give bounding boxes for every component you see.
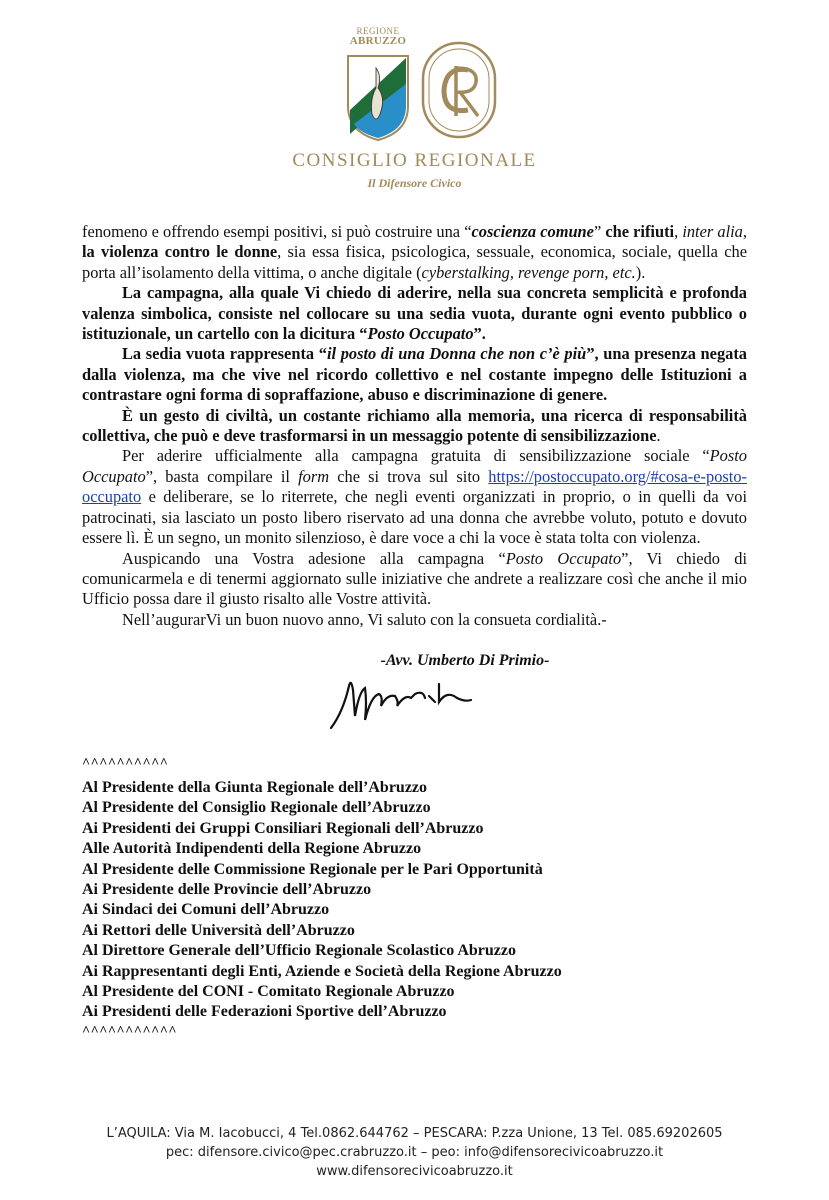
recipient-item: Al Presidente della Giunta Regionale dell’Abruzzo [82, 779, 428, 796]
recipient-item: Ai Rappresentanti degli Enti, Aziende e Società della Regione Abruzzo [82, 962, 562, 980]
text-run: il posto di una Donna che non c’è più [326, 344, 587, 364]
footer-addresses: L’AQUILA: Via M. Iacobucci, 4 Tel.0862.644762 – PESCARA: P.zza Unione, 13 Tel. 085.69202605 [106, 1126, 723, 1141]
text-run: , sia essa fisica, psicologica, sessuale, economica, sociale, quella che porta all’isolamento della vittima, o anche digitale ( [82, 242, 747, 282]
office-name: Il Difensore Civico [367, 176, 462, 190]
text-run: ” [593, 222, 606, 241]
cr-monogram-icon [420, 40, 498, 140]
text-run: coscienza comune [471, 222, 594, 241]
recipient-item: Ai Presidenti delle Federazioni Sportive dell’Abruzzo [82, 1003, 447, 1021]
signatory-name: -Avv. Umberto Di Primio- [380, 652, 550, 669]
text-run: form [298, 466, 330, 486]
recipient-item: Ai Presidente delle Provincie dell’Abruzzo [82, 881, 372, 899]
text-run: ”, basta compilare il [145, 466, 299, 486]
paragraph-5 [82, 446, 747, 548]
recipient-item: Alle Autorità Indipendenti della Regione Abruzzo [82, 840, 422, 858]
campaign-website-link[interactable]: https://postoccupato.org/#cosa-e-posto-occupato [82, 466, 747, 507]
recipient-item: Ai Presidenti dei Gruppi Consiliari Regionali dell’Abruzzo [82, 819, 484, 837]
text-run: Posto Occupato [82, 446, 747, 486]
separator-bottom: ^^^^^^^^^^^ [82, 1024, 177, 1039]
handwritten-signature-icon [325, 672, 475, 734]
text-run: È un gesto di civiltà, un costante richiamo alla memoria, una ricerca di responsabilità collettiva, che può e deve trasformarsi in un messaggio potente di sensibilizzazione [82, 405, 747, 446]
recipient-item: Ai Rettori delle Università dell’Abruzzo [82, 921, 355, 939]
letterhead [0, 18, 829, 196]
text-run: ). [635, 262, 646, 282]
logo-group [338, 18, 498, 148]
paragraph-3 [82, 344, 747, 405]
text-run: ”, Vi chiedo di comunicarmela e di tenermi aggiornato sulle iniziative che andrete a realizzare così che anche il mio Ufficio possa dare il giusto risalto alle Vostre attività. [82, 548, 748, 609]
text-run: , [674, 222, 683, 241]
text-run: ”, una presenza negata dalla violenza, ma che vive nel ricordo collettivo e nel costante impegno delle Istituzioni a contrastare ogni forma di sopraffazione, abuso e discriminazione di genere. [82, 344, 747, 405]
recipient-item: Al Direttore Generale dell’Ufficio Regionale Scolastico Abruzzo [82, 942, 516, 960]
paragraph-4 [82, 406, 747, 447]
recipient-item: Al Presidente del Consiglio Regionale dell’Abruzzo [82, 799, 431, 817]
paragraph-2 [82, 283, 747, 344]
text-run: , [742, 222, 747, 241]
recipient-item: Al Presidente delle Commissione Regionale per le Pari Opportunità [82, 860, 543, 878]
text-run: cyberstalking, revenge porn, etc. [421, 262, 636, 282]
council-name: CONSIGLIO REGIONALE [292, 150, 537, 171]
recipient-item: Al Presidente del CONI - Comitato Regionale Abruzzo [82, 983, 455, 1001]
text-run: inter alia [682, 222, 743, 241]
text-run: la violenza contro le donne [82, 242, 278, 262]
paragraph-7 [82, 610, 747, 630]
footer-emails: pec: difensore.civico@pec.crabruzzo.it – peo: info@difensorecivicoabruzzo.it [165, 1145, 664, 1160]
text-run: Auspicando una Vostra adesione alla campagna “ [122, 548, 506, 568]
region-label [338, 26, 418, 46]
footer-contacts [0, 1124, 829, 1181]
text-run: Posto Occupato [505, 548, 622, 568]
text-run: ”. [473, 324, 486, 344]
text-run: che rifiuti [605, 222, 675, 241]
text-run: fenomeno e offrendo esempi positivi, si può costruire una “ [82, 222, 472, 241]
text-run: che si trova sul sito [329, 466, 489, 486]
paragraph-1 [82, 222, 747, 283]
text-run: . [656, 426, 661, 446]
abruzzo-coat-of-arms-icon [346, 54, 410, 142]
separator-top: ^^^^^^^^^^ [82, 756, 169, 771]
text-run: Per aderire ufficialmente alla campagna gratuita di sensibilizzazione sociale “ [122, 446, 710, 466]
text-run: La sedia vuota rappresenta “ [122, 344, 327, 364]
text-run: Posto Occupato [367, 324, 474, 344]
region-label-line2: ABRUZZO [349, 35, 407, 47]
recipient-item: Ai Sindaci dei Comuni dell’Abruzzo [82, 901, 330, 919]
footer-website: www.difensorecivicoabruzzo.it [316, 1164, 513, 1179]
recipients-list [82, 778, 762, 1023]
text-run: e deliberare, se lo riterrete, che negli eventi organizzati in proprio, o in quelli da voi patrocinati, sia lasciato un posto libero riservato ad una donna che avrebbe voluto, potuto e dovuto essere lì. È un segno, un monito silenzioso, è dare voce a chi la voce è stata tolta con violenza. [82, 487, 747, 548]
paragraph-6 [82, 549, 747, 610]
text-run: Nell’augurarVi un buon nuovo anno, Vi saluto con la consueta cordialità.- [122, 609, 607, 629]
letter-body [82, 222, 747, 630]
text-run: La campagna, alla quale Vi chiedo di aderire, nella sua concreta semplicità e profonda valenza simbolica, consiste nel collocare su una sedia vuota, durante ogni evento pubblico o istituzionale, un cartello con la dicitura “ [82, 283, 747, 344]
region-label-line1: REGIONE [356, 26, 400, 36]
